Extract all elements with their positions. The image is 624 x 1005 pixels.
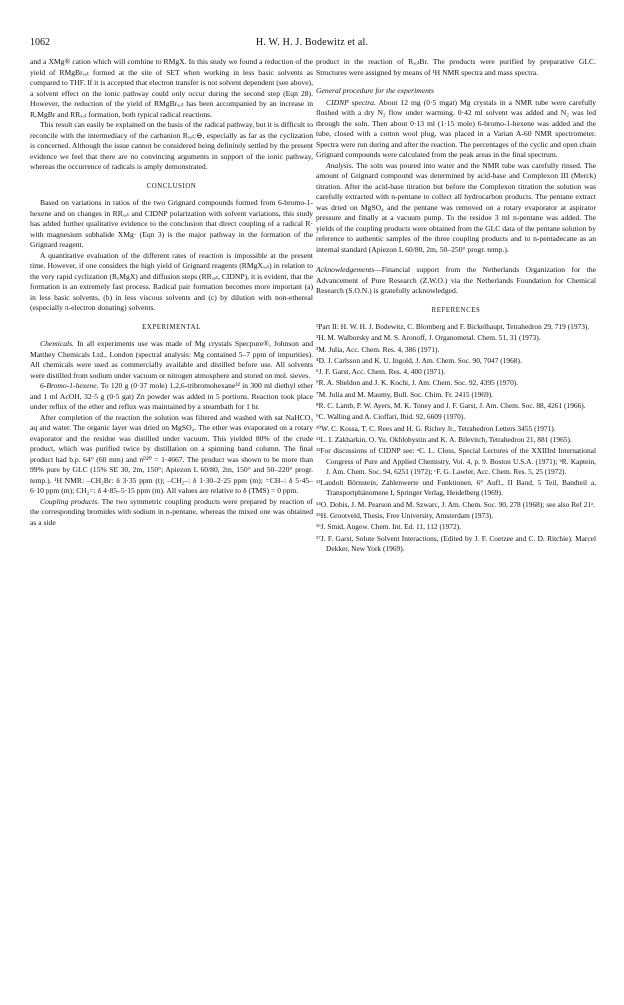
section-heading-experimental: EXPERIMENTAL <box>142 323 201 331</box>
reference-item: ³M. Julia, Acc. Chem. Res. 4, 386 (1971). <box>316 344 440 354</box>
paragraph: This result can easily be explained on the basis of the radical pathway, but it is difficult to reconcile with the intermediacy of the carbanion Rₓₒₜ:⊖, especially as far as the cyclization is concerned. Although the issue cannot be considered being definitely settled by the present evidence we feel that there are no convincing arguments in support of the ionic pathway, whereas the occurrence of radicals is amply demonstrated. <box>30 120 313 171</box>
page-number: 1062 <box>30 37 50 48</box>
right-column <box>316 57 596 555</box>
reference-item: ⁴D. J. Carlsson and K. U. Ingold, J. Am. Chem. Soc. 90, 7047 (1968). <box>316 355 522 365</box>
paragraph-text: The two symmetric coupling products were prepared by reaction of the corresponding bromides with sodium in n-pentane, whereas the mixed one was obtained as a side <box>30 496 313 527</box>
reference-item: ¹⁵H. Grootveld, Thesis, Free University, Amsterdam (1973). <box>316 511 494 521</box>
paragraph: product in the reaction of RₓₒₜBr. The products were purified by preparative GLC. Structures were assigned by means of ¹H NMR spectra and mass spectra. <box>316 57 596 77</box>
paragraph-text: To 120 g (0·37 mole) 1,2,6-tribromohexane³² in 300 ml diethyl ether and 1 ml AcOH, 32·5 g (0·5 gat) Zn powder was added in 5 portions. Reaction took place under reflux of the ether and reflux was maintained by a steambath for 1 hr. <box>30 381 313 411</box>
reference-item: ⁶R. A. Sheldon and J. K. Kochi, J. Am. Chem. Soc. 92, 4395 (1970). <box>316 378 519 388</box>
paragraph <box>316 161 596 256</box>
acknowledgements-text: —Financial support from the Netherlands Organization for the Advancement of Pure Research (Z.W.O.) via the Netherlands Foundation for Chemical Research (S.O.N.) is gratefully acknowledged. <box>316 265 596 295</box>
reference-item: ¹³Landolt Börnstein, Zahlenwerte und Funktionen, 6° Aufl., II Band, 5 Teil, Bandteil a, Transportphänomene I, Springer Verlag, Heidelberg (1969). <box>316 478 596 498</box>
reference-item: ¹Part II: H. W. H. J. Bodewitz, C. Blomberg and F. Bickelhaupt, Tetrahedron 29, 719 (1973). <box>316 322 590 331</box>
acknowledgements-label: Acknowledgements <box>316 265 375 274</box>
paragraph: A quantitative evaluation of the different rates of reaction is impossible at the present time. However, if one considers the high yield of Grignard reagents (RMgXₓₒₜ) in relation to the very rapid cyclization (RₒMgX) and diffusion steps (RRₓₒₜ, CIDNP), it is evident, that the formation is an extremely fast process. Radical pair formation becomes more important (a) in less basic solvents, (b) in less viscous solvents and (c) by dilution with non-ethereal (especially π-electron donating) solvents. <box>30 250 313 312</box>
running-head: H. W. H. J. Bodewitz et al. <box>255 37 369 48</box>
reference-list <box>316 322 596 554</box>
reference-item: ¹¹L. I. Zakharkin, O. Yu. Okhlobystin and K. A. Bilevitch, Tetrahedron 21, 881 (1965). <box>316 434 572 444</box>
reference-item: ¹²For discussions of CIDNP see: ᵃC. L. Closs, Special Lectures of the XXIIIrd International Congress of Pure and Applied Chemistry, Vol. 4, p. 9. Boston U.S.A. (1971); ᵇR. Kaptein, J. Am. Chem. Soc. 94, 6251 (1972); ᶜF. G. Lawler, Acc. Chem. Res. 5, 25 (1972). <box>316 446 596 476</box>
acknowledgements <box>316 265 596 297</box>
reference-item: ⁸R. C. Lamb, P. W. Ayers, M. K. Toney and J. F. Garst, J. Am. Chem. Soc. 88, 4261 (1966). <box>316 401 586 411</box>
paragraph <box>30 381 313 413</box>
paragraph-text: In all experiments use was made of Mg crystals Specpure®, Johnson and Matthey Chemicals Ltd., London (spectral analysis: Mg contained 5–7 ppm of impurities). All chemicals were used as commercially available and distilled before use. All solvents were distilled from sodium under vacuum or nitrogen atmosphere and stored on mol. sieves. <box>30 339 313 380</box>
run-in-heading: 6-Bromo-1-hexene. <box>40 381 99 390</box>
paragraph-text: The soln was poured into water and the NMR tube was carefully rinsed. The amount of Grignard compound was determined by acid-base and Complexon III (Merck) titration. After the acid-base titration but before the Complexon titration the solution was carefully extracted with n-pentane to collect all hydrocarbon products. The pentane extract was dried on MgSO₄ and the pentane was removed on a rotary evaporator at aspirator pressure and finally at a vacuum pump. To the residue 3 ml n-pentane was added. The yields of the coupling products were obtained from the GLC data of the pentane solution by reference to authentic samples of the three coupling products and to n-pentadecane as an internal standard (Apiezon L 60/80, 2m, 50–250° progr. temp.). <box>316 160 596 254</box>
reference-item: ¹⁷J. F. Garst, Solute Solvent Interactions, (Edited by J. F. Coetzee and C. D. Ritchie). Marcel Dekker, New York (1969). <box>316 533 596 553</box>
run-in-heading: Chemicals. <box>40 339 74 348</box>
run-in-heading: Analysis. <box>326 160 354 170</box>
paragraph: and a XMg® cation which will combine to RMgX. In this study we found a reduction of the yield of RMgBrₓₒₜ formed at the site of SET when working in less basic solvents as compared to THF. If it is accepted that electron transfer is not solvent dependent (see above), a solvent effect on the ionic pathway could only occur during the second step (Eqn 28). However, the reduction of the yield of RMgBrₓₒₜ has been accompanied by an increase in RₒMgBr and RRₓₒₜ formation, both typical radical reactions. <box>30 57 313 119</box>
page-header <box>30 36 594 50</box>
section-heading-references: REFERENCES <box>431 306 481 314</box>
reference-item: ¹⁴O. Dobis, J. M. Pearson and M. Szwarc, J. Am. Chem. Soc. 90, 278 (1968); see also Ref 21ᵃ. <box>316 499 596 509</box>
run-in-heading: Coupling products. <box>40 496 100 506</box>
reference-item: ¹⁰W. C. Kossa, T. C. Rees and H. G. Richey Jr., Tetrahedron Letters 3455 (1971). <box>316 423 556 433</box>
reference-item: ⁵J. F. Garst, Acc. Chem. Res. 4, 400 (1971). <box>316 367 446 377</box>
subsection-heading: General procedure for the experiments <box>316 86 434 95</box>
paragraph <box>30 497 313 529</box>
paragraph <box>316 98 596 161</box>
reference-item: ⁹C. Walling and A. Cioffari, Ibid. 92, 6609 (1970). <box>316 412 466 422</box>
paragraph: After completion of the reaction the solution was filtered and washed with sat NaHCO₃ aq and water. The organic layer was dried on MgSO₄. The ether was evaporated on a rotary evaporator and the residue was distilled under vacuum. This yielded 80% of the crude product, which was purified twice by distillation on a spinning band column. The final product had b.p. 64° (60 mm) and nᴰ²⁰ = 1·4667. The product was shown to be more than 99% pure by GLC (15% SE 30, 2m, 150°; Apiezon L 60/80, 2m, 150° and 50–220° progr. temp.). ¹H NMR: –CH₂Br: δ 3·35 ppm (t); –CH₂–: δ 1·30–2·25 ppm (m); =CH–: δ 5·45–6·10 ppm (m); CH₂=: δ 4·85–5·15 ppm (m). All values are relative to δ (TMS) = 0 ppm. <box>30 412 313 495</box>
paragraph-text: About 12 mg (0·5 mgat) Mg crystals in a NMR tube were carefully flushed with a dry N₂ flow under warming. 0·42 ml solvent was added and N₂ was led through the soln. Then about 0·13 ml (1·15 mole) 6-bromo-1-hexene was added and the tube, closed with a cotton wool plug, was placed in a Varian A-60 NMR spectrometer. Spectra were run during and after the reaction. The percentages of the cyclic and open chain Grignard compounds were calculated from the peak areas in the final spectrum. <box>316 97 597 159</box>
reference-item: ⁷M. Julia and M. Maumy, Bull. Soc. Chim. Fr. 2415 (1969). <box>316 389 494 399</box>
paragraph: Based on variations in ratios of the two Grignard compounds formed from 6-bromo-1-hexene and on changes in RRₓₒₜ and CIDNP polarization with solvent variations, this study has added further qualitative evidence to the conclusion that direct coupling of a radical R· with magnesium subhalide XMg· (Eqn 3) is the major pathway in the formation of the Grignard reagent. <box>30 198 313 249</box>
paragraph <box>30 339 313 381</box>
left-column <box>30 57 313 528</box>
reference-item: ²H. M. Walborsky and M. S. Aronoff, J. Organometal. Chem. 51, 31 (1973). <box>316 333 541 343</box>
run-in-heading: CIDNP spectra. <box>326 97 376 107</box>
reference-item: ¹⁶J. Smid, Angew. Chem. Int. Ed. 11, 112 (1972). <box>316 522 461 532</box>
section-heading-conclusion: CONCLUSION <box>146 182 197 190</box>
